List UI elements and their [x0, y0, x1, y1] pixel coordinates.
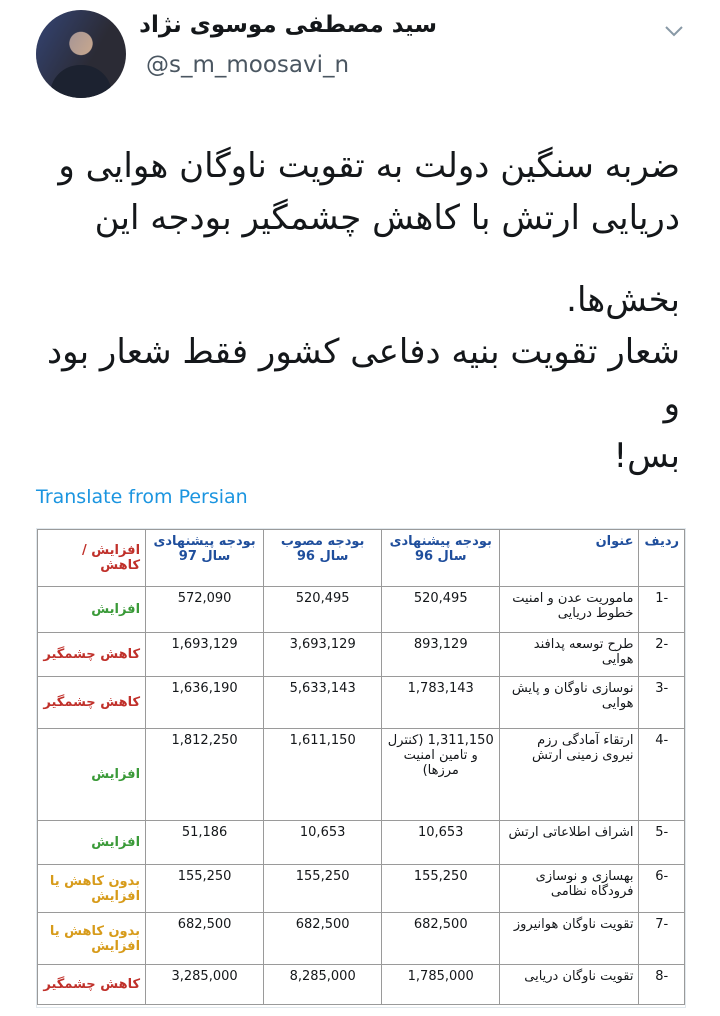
- table-row: [38, 865, 685, 913]
- chevron-down-icon[interactable]: [664, 24, 684, 38]
- tweet-line: ضربه سنگین دولت به تقویت ناوگان هوایی و: [58, 146, 680, 186]
- row-title-cell: نوسازی ناوگان و پایش هوایی: [500, 677, 639, 729]
- row-title-cell: ماموریت عدن و امنیت خطوط دریایی: [500, 587, 639, 633]
- proposed-96-cell: 893,129: [382, 633, 500, 677]
- change-cell: کاهش چشمگیر: [38, 965, 146, 1005]
- change-cell: بدون کاهش یا افزایش: [38, 865, 146, 913]
- author-handle[interactable]: @s_m_moosavi_n: [146, 52, 350, 78]
- table-row: [38, 729, 685, 821]
- budget-table: [37, 529, 685, 1005]
- table-row: [38, 677, 685, 729]
- header-approved-96: بودجه مصوب سال 96: [264, 530, 382, 587]
- tweet-line: شعار تقویت بنیه دفاعی کشور فقط شعار بود و: [46, 332, 680, 424]
- proposed-96-cell: 1,785,000: [382, 965, 500, 1005]
- proposed-96-cell: 1,783,143: [382, 677, 500, 729]
- header-row-number: ردیف: [639, 530, 685, 587]
- tweet-header: [0, 0, 720, 110]
- proposed-97-cell: 682,500: [146, 913, 264, 965]
- proposed-97-cell: 155,250: [146, 865, 264, 913]
- tweet-line: دریایی ارتش با کاهش چشمگیر بودجه این: [94, 198, 680, 238]
- row-number-cell: -1: [639, 587, 685, 633]
- translate-link[interactable]: Translate from Persian: [36, 486, 248, 508]
- change-cell: افزایش: [38, 729, 146, 821]
- change-cell: کاهش چشمگیر: [38, 677, 146, 729]
- proposed-96-cell: 520,495: [382, 587, 500, 633]
- row-title-cell: بهسازی و نوسازی فرودگاه نظامی: [500, 865, 639, 913]
- approved-96-cell: 10,653: [264, 821, 382, 865]
- proposed-96-cell: 10,653: [382, 821, 500, 865]
- tweet-line: بخش‌ها.: [566, 280, 680, 320]
- header-proposed-97: بودجه پیشنهادی سال 97: [146, 530, 264, 587]
- proposed-97-cell: 572,090: [146, 587, 264, 633]
- approved-96-cell: 520,495: [264, 587, 382, 633]
- approved-96-cell: 3,693,129: [264, 633, 382, 677]
- table-row: [38, 821, 685, 865]
- table-body: [38, 587, 685, 1005]
- row-title-cell: طرح توسعه پدافند هوایی: [500, 633, 639, 677]
- proposed-96-cell: 682,500: [382, 913, 500, 965]
- row-number-cell: -8: [639, 965, 685, 1005]
- avatar[interactable]: [36, 10, 126, 98]
- row-title-cell: تقویت ناوگان دریایی: [500, 965, 639, 1005]
- author-name[interactable]: سید مصطفی موسوی نژاد: [139, 12, 437, 38]
- table-row: [38, 913, 685, 965]
- proposed-97-cell: 1,636,190: [146, 677, 264, 729]
- proposed-96-cell: 155,250: [382, 865, 500, 913]
- approved-96-cell: 8,285,000: [264, 965, 382, 1005]
- approved-96-cell: 155,250: [264, 865, 382, 913]
- proposed-96-cell: 1,311,150 (کنترل و تامین امنیت مرزها): [382, 729, 500, 821]
- header-proposed-96: بودجه پیشنهادی سال 96: [382, 530, 500, 587]
- table-row: [38, 965, 685, 1005]
- table-header-row: [38, 530, 685, 587]
- row-number-cell: -5: [639, 821, 685, 865]
- header-change: افزایش / کاهش: [38, 530, 146, 587]
- row-title-cell: اشراف اطلاعاتی ارتش: [500, 821, 639, 865]
- proposed-97-cell: 3,285,000: [146, 965, 264, 1005]
- row-title-cell: تقویت ناوگان هوانیروز: [500, 913, 639, 965]
- header-title: عنوان: [500, 530, 639, 587]
- change-cell: افزایش: [38, 587, 146, 633]
- row-number-cell: -7: [639, 913, 685, 965]
- approved-96-cell: 682,500: [264, 913, 382, 965]
- tweet-text: [30, 140, 680, 482]
- change-cell: بدون کاهش یا افزایش: [38, 913, 146, 965]
- row-number-cell: -4: [639, 729, 685, 821]
- change-cell: افزایش: [38, 821, 146, 865]
- budget-table-image[interactable]: [36, 528, 686, 1008]
- row-number-cell: -6: [639, 865, 685, 913]
- tweet-line: بس!: [613, 436, 680, 476]
- proposed-97-cell: 51,186: [146, 821, 264, 865]
- approved-96-cell: 1,611,150: [264, 729, 382, 821]
- table-row: [38, 633, 685, 677]
- proposed-97-cell: 1,693,129: [146, 633, 264, 677]
- change-cell: کاهش چشمگیر: [38, 633, 146, 677]
- row-number-cell: -3: [639, 677, 685, 729]
- approved-96-cell: 5,633,143: [264, 677, 382, 729]
- proposed-97-cell: 1,812,250: [146, 729, 264, 821]
- table-row: [38, 587, 685, 633]
- row-number-cell: -2: [639, 633, 685, 677]
- row-title-cell: ارتقاء آمادگی رزم نیروی زمینی ارتش: [500, 729, 639, 821]
